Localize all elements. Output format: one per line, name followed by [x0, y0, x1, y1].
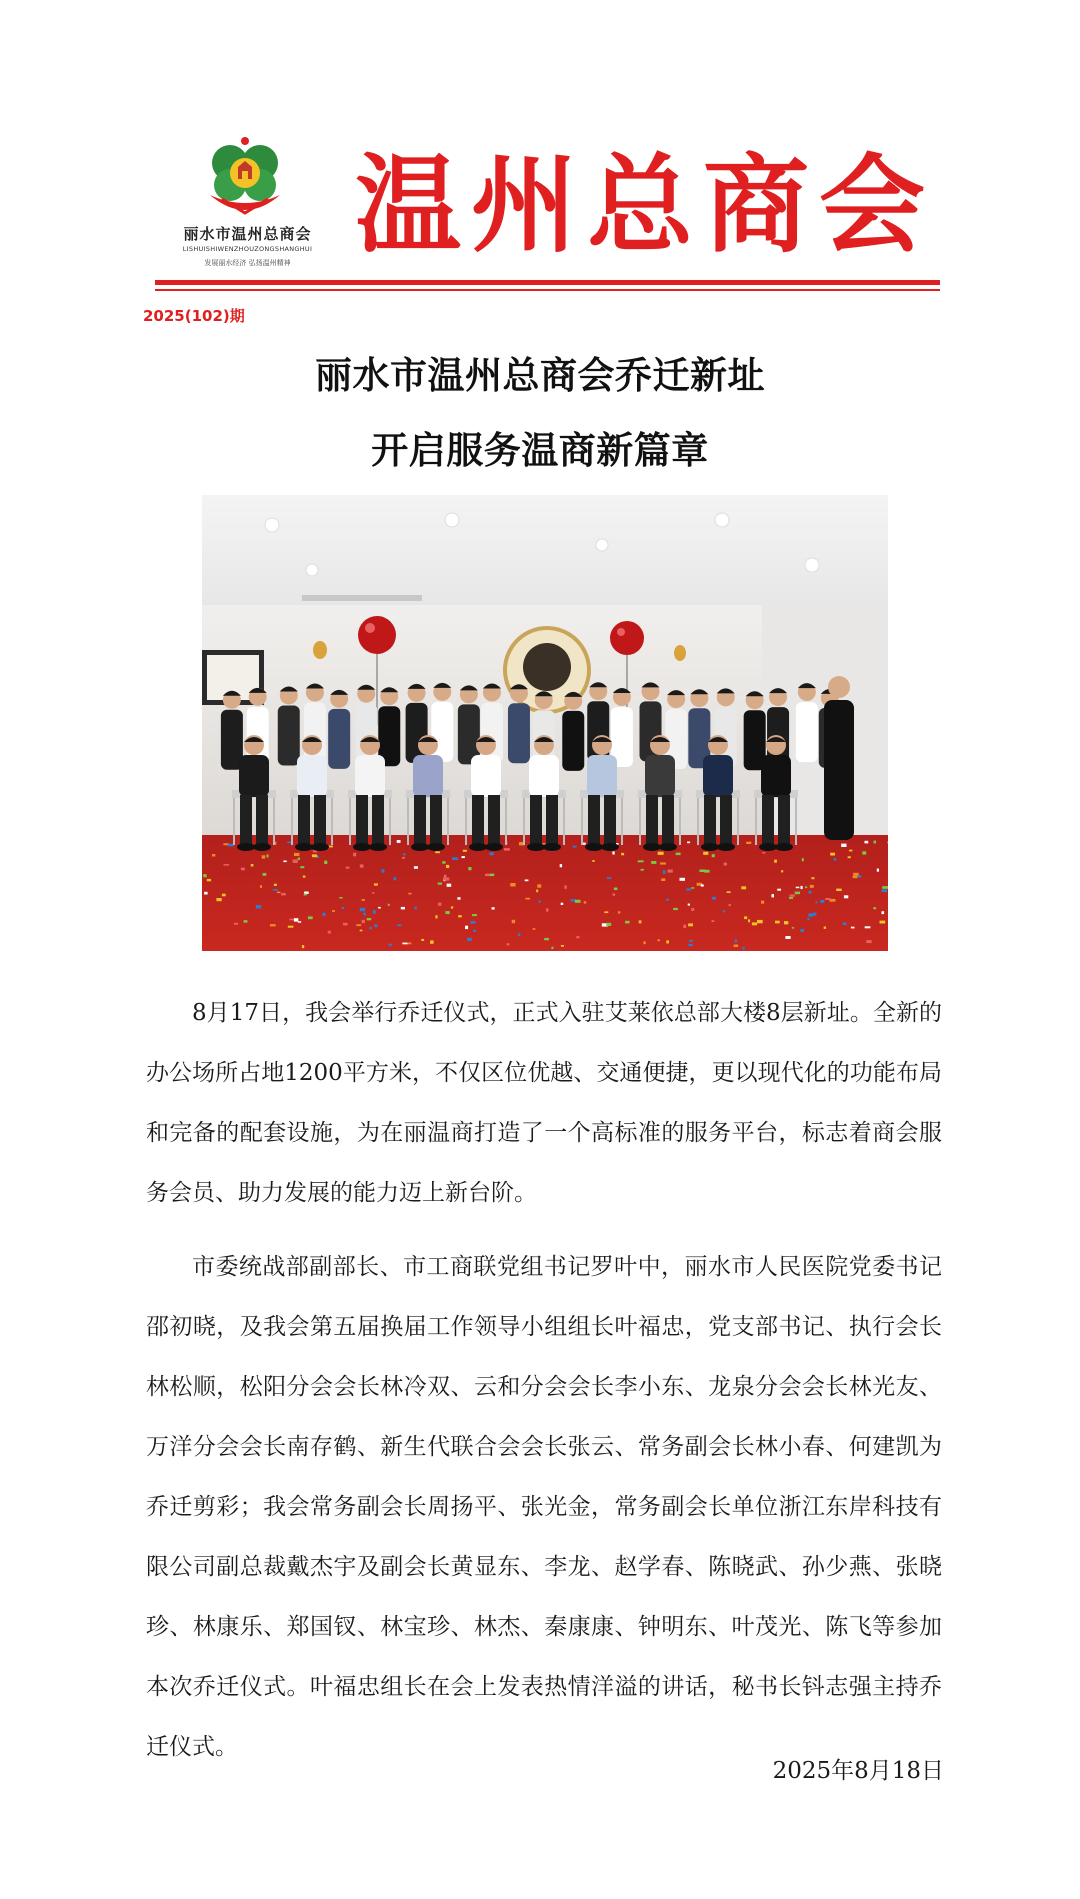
headline-line-1: 丽水市温州总商会乔迁新址: [315, 354, 765, 397]
masthead: [150, 125, 940, 285]
article-paragraph-1: 8月17日，我会举行乔迁仪式，正式入驻艾莱依总部大楼8层新址。全新的办公场所占地1200平方米，不仅区位优越、交通便捷，更以现代化的功能布局和完备的配套设施，为在丽温商打造了一个高标准的服务平台，标志着商会服务会员、助力发展的能力迈上新台阶。: [146, 1000, 942, 1206]
article-date: 2025年8月18日: [772, 1758, 944, 1784]
issue-number: 2025(102)期: [143, 307, 245, 325]
group-photo: [202, 495, 888, 951]
masthead-title: 温州总商会: [355, 142, 935, 267]
article-paragraph-2: 市委统战部副部长、市工商联党组书记罗叶中，丽水市人民医院党委书记邵初晓，及我会第五届换届工作领导小组组长叶福忠，党支部书记、执行会长林松顺，松阳分会会长林冷双、云和分会会长李小东、龙泉分会会长林光友、万洋分会会长南存鹤、新生代联合会会长张云、常务副会长林小春、何建凯为乔迁剪彩；我会常务副会长周扬平、张光金，常务副会长单位浙江东岸科技有限公司副总裁戴杰宇及副会长黄显东、李龙、赵学春、陈晓武、孙少燕、张晓珍、林康乐、郑国钗、林宝珍、林杰、秦康康、钟明东、叶茂光、陈飞等参加本次乔迁仪式。叶福忠组长在会上发表热情洋溢的讲话，秘书长钭志强主持乔迁仪式。: [146, 1254, 942, 1760]
logo-org-name: 丽水市温州总商会: [183, 225, 312, 243]
chamber-logo: [160, 125, 335, 280]
logo-org-pinyin: LISHUISHIWENZHOUZONGSHANGHUI: [182, 245, 313, 253]
masthead-rule-thin: [155, 289, 940, 291]
group-photo-image: [202, 495, 888, 951]
headline-line-2: 开启服务温商新篇章: [371, 429, 709, 472]
logo-slogan: 发展丽水经济 弘扬温州精神: [204, 259, 291, 267]
chamber-emblem-icon: [200, 133, 290, 218]
masthead-rule-thick: [155, 280, 940, 285]
